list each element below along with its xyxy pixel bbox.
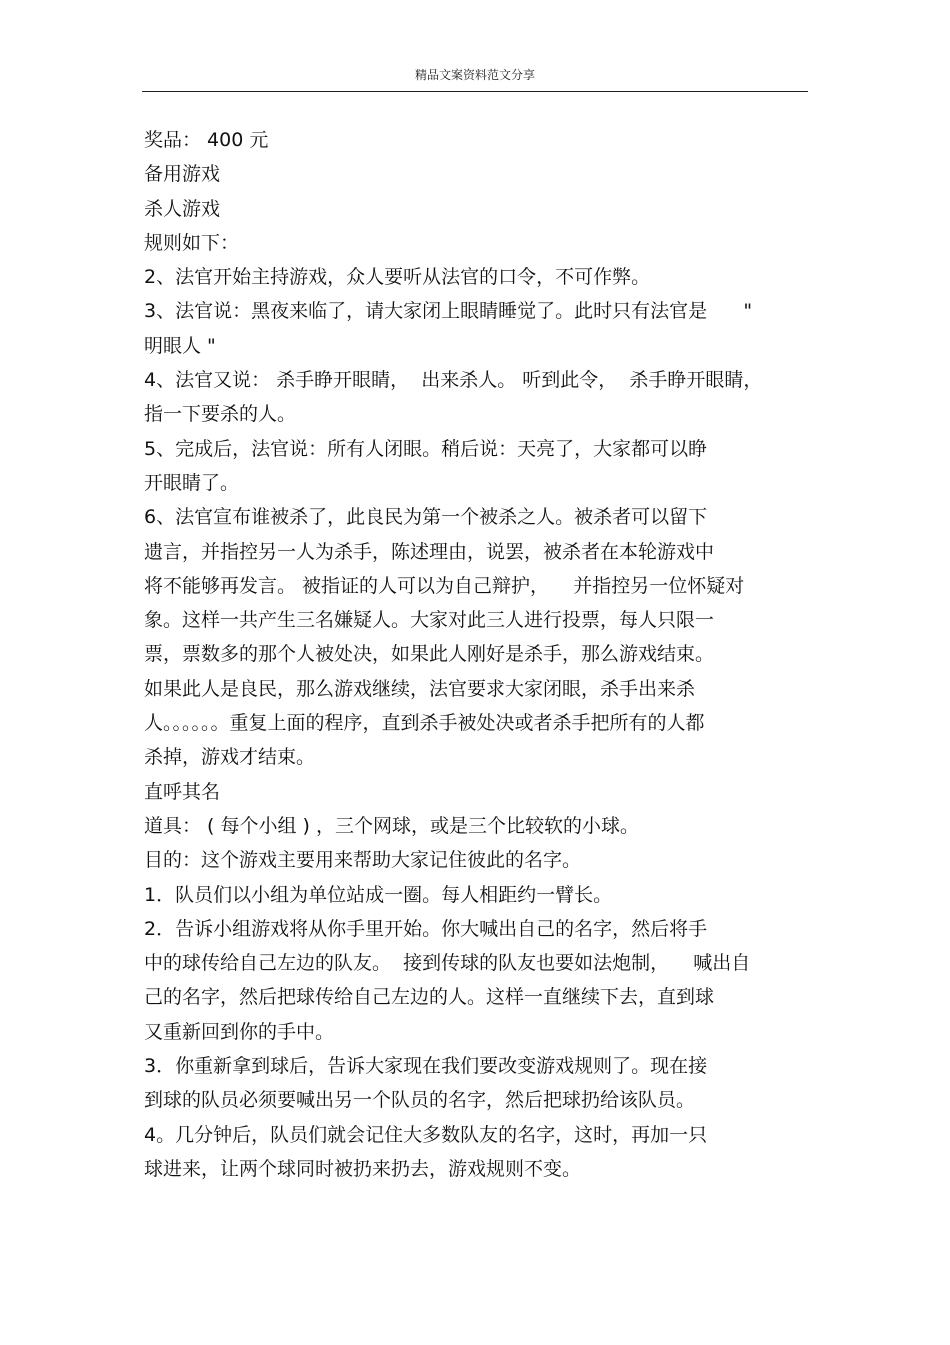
text-line: 如果此人是良民，那么游戏继续，法官要求大家闭眼，杀手出来杀 [144,677,696,700]
text-line: 2．告诉小组游戏将从你手里开始。你大喊出自己的名字，然后将手 [144,917,708,940]
text-line: 遗言，并指控另一人为杀手，陈述理由，说罢，被杀者在本轮游戏中 [144,540,715,563]
text-line: 2、法官开始主持游戏，众人要听从法官的口令，不可作弊。 [144,266,651,289]
text-line: 明眼人 " [144,334,216,357]
document-body [144,123,808,1186]
text-line: 3．你重新拿到球后，告诉大家现在我们要改变游戏规则了。现在接 [144,1055,708,1078]
text-line: 6、法官宣布谁被杀了，此良民为第一个被杀之人。被杀者可以留下 [144,506,708,529]
text-line: 将不能够再发言。 被指证的人可以为自己辩护， 并指控另一位怀疑对 [144,574,745,597]
text-line: 直呼其名 [144,780,221,803]
text-line: 目的：这个游戏主要用来帮助大家记住彼此的名字。 [144,849,582,872]
text-line: 己的名字，然后把球传给自己左边的人。这样一直继续下去，直到球 [144,986,715,1009]
page-header: 精品文案资料范文分享 [414,68,535,82]
text-line: 球进来，让两个球同时被扔来扔去，游戏规则不变。 [144,1157,582,1180]
text-line: 到球的队员必须要喊出另一个队员的名字，然后把球扔给该队员。 [144,1089,696,1112]
text-line: 4。几分钟后，队员们就会记住大多数队友的名字，这时，再加一只 [144,1123,708,1146]
text-line: 中的球传给自己左边的队友。 接到传球的队友也要如法炮制， 喊出自 [144,952,751,975]
header-rule [142,91,808,92]
text-line: 奖品： 400 元 [144,129,269,151]
text-line: 1．队员们以小组为单位站成一圈。每人相距约一臂长。 [144,883,613,906]
text-line: 5、完成后，法官说：所有人闭眼。稍后说：天亮了，大家都可以睁 [144,437,708,460]
text-line: 备用游戏 [144,163,221,186]
text-line: 人。。。。。。重复上面的程序，直到杀手被处决或者杀手把所有的人都 [144,712,705,735]
text-line: 道具： ( 每个小组 ) ，三个网球，或是三个比较软的小球。 [144,814,639,837]
text-line: 4、法官又说： 杀手睁开眼睛， 出来杀人。 听到此令， 杀手睁开眼睛， [144,369,763,392]
text-line: 杀掉，游戏才结束。 [144,746,316,769]
text-line: 指一下要杀的人。 [144,403,297,426]
text-line: 开眼睛了。 [144,471,240,494]
text-line: 票，票数多的那个人被处决，如果此人刚好是杀手，那么游戏结束。 [144,643,715,666]
text-line: 又重新回到你的手中。 [144,1020,335,1043]
text-line: 规则如下： [144,231,240,254]
text-line: 3、法官说：黑夜来临了，请大家闭上眼睛睡觉了。此时只有法官是 " [144,300,753,323]
text-line: 杀人游戏 [144,197,221,220]
text-line: 象。这样一共产生三名嫌疑人。大家对此三人进行投票，每人只限一 [144,609,715,632]
